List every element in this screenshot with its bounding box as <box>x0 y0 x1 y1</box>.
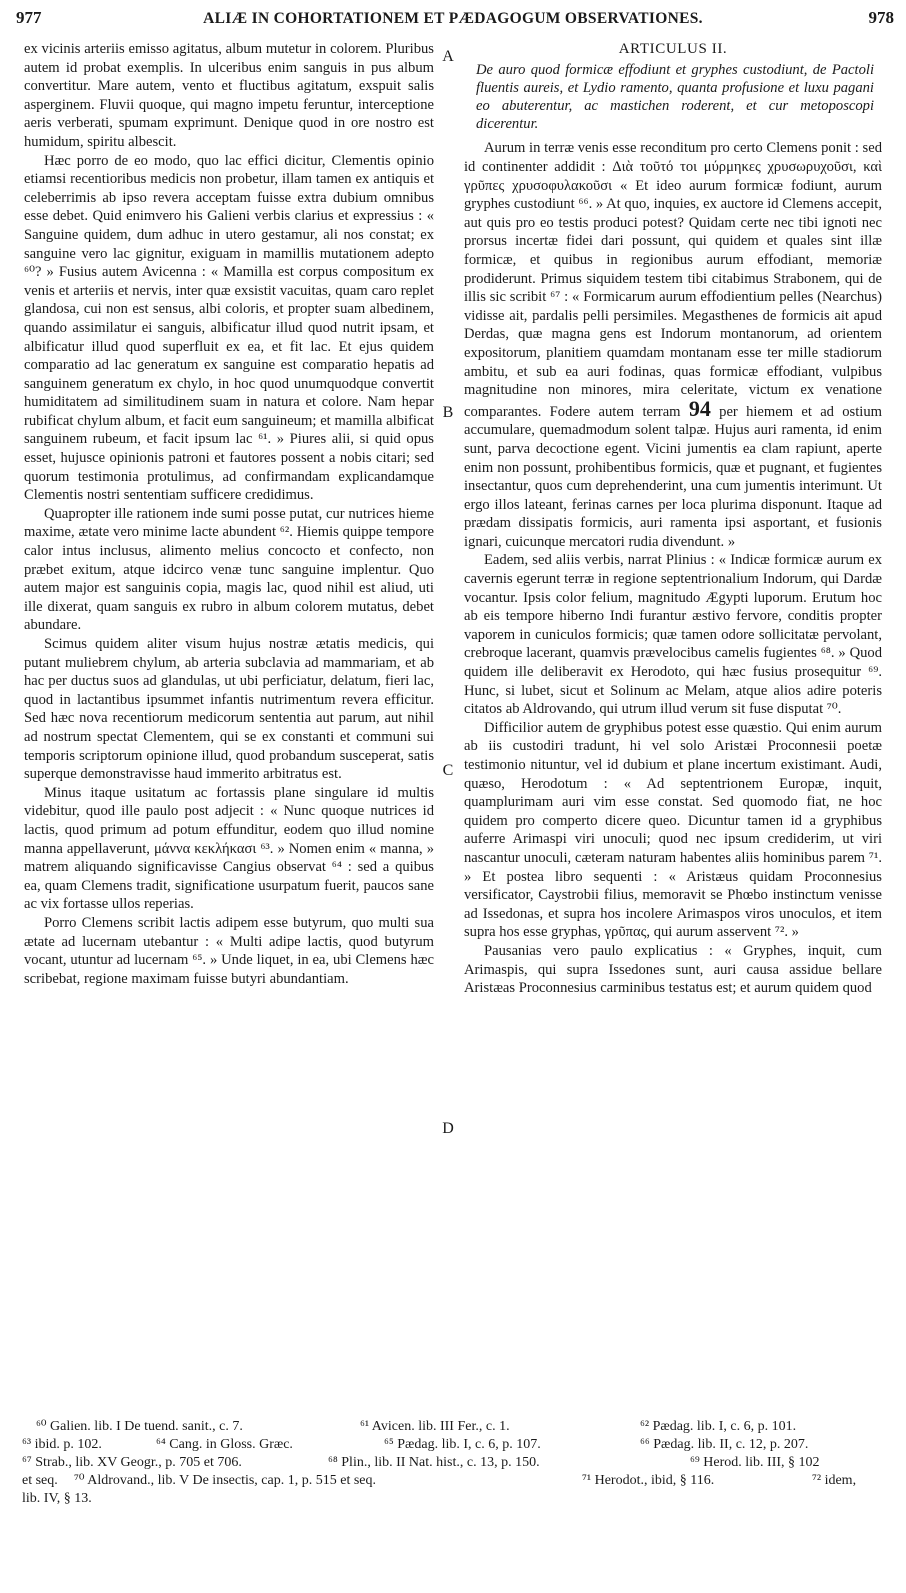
running-title: ALIÆ IN COHORTATIONEM ET PÆDAGOGUM OBSERVATIONES. <box>203 10 703 27</box>
paragraph-text: per hiemem et ad ostium accumulare, quemadmodum solent talpæ. Hujus auri ramenta, id enim sunt, parva decoctione egent. Vicini jumentis ea clam rapiunt, aperte enim non possunt, prohibentibus formicis, quæ et pugnant, et fugientes insectantur, quos cum deprehenderint, una cum jumentis interimunt. Ut ergo illos lateant, ferinas carnes per loca plurima disponunt. Itaque ad prædam dissipatis formicis, auri ramenta ipsi asportant, et fusionis ignari, cuicunque mercatori rudia divendunt. » <box>464 403 882 550</box>
paragraph: ex vicinis arteriis emisso agitatus, album mutetur in colorem. Pluribus autem id probat exemplis. In ulceribus enim sanguis in pus album convertitur. Mare autem, vento et fluctibus agitatum, exspuit salis asperginem. Fluvii quoque, qui magno impetu feruntur, interceptione aeris verberati, spumam exprimunt. Denique quod in ore nostro est humidum, spiritu albescit. <box>24 41 434 150</box>
paragraph: Porro Clemens scribit lactis adipem esse butyrum, quo multi sua ætate ad lucernam utebantur : « Multi adipe lactis, quod butyrum vocant, utuntur ad lucernam ⁶⁵. » Unde liquet, in ea, ubi Clemens hæc scribebat, regione maximam fuisse butyri abundantiam. <box>24 914 434 987</box>
page-number-left: 977 <box>16 8 42 27</box>
footnote: ⁶⁸ Plin., lib. II Nat. hist., c. 13, p. 150. <box>328 1455 540 1470</box>
footnote-row <box>22 1490 882 1508</box>
footnote: ⁷¹ Herodot., ibid, § 116. <box>582 1473 715 1488</box>
footnotes <box>22 1418 882 1508</box>
footnote: ⁶⁴ Cang. in Gloss. Græc. <box>156 1437 293 1452</box>
article-title: ARTICULUS II. <box>618 41 728 57</box>
paragraph-text: Aurum in terræ venis esse reconditum pro certo Clemens ponit : sed id continenter addidit : Διὰ τοῦτό τοι μύρμηκες χρυσωρυχοῦσι, καὶ γρῦπες χρυσοφυλακοῦσι « Et ideo aurum formicæ fodiunt, aurum gryphes custodiunt ⁶⁶. » At quo, inquies, ex auctore id Clemens accepit, aut quis pro eo testis produci potest? Quidam certe nec tibi ignoti nec prorsus incertæ fidei dari possunt, qui quidem et quales sint illæ formicæ, et quibus in regionibus aurum effodiant, memoriæ prodiderunt. Primus siquidem testem tibi citabimus Strabonem, qui de illis sic scribit ⁶⁷ : « Formicarum aurum effodientium pelles (Nearchus) vidisse ait, pardalis pelli persimiles. Megasthenes de formicis ait apud Derdas, quæ magna gens est Indorum montanorum, ad orientem expositorum, planitiem quamdam montanam esse ter mille stadiorum ambitu, et sub ea auri fodinas, quas formicæ effodiant, vulpibus magnitudine non minores, mira celeritate, victum ex venatione comparantes. Fodere autem terram <box>464 140 882 420</box>
footnote-row <box>22 1454 882 1472</box>
article-subtitle: De auro quod formicæ effodiunt et gryphes custodiunt, de Pactoli fluentis aureis, et Lydio ramento, quanta profusione et luxu pagani eo abuterentur, ac mastichen roderent, et cur metoposcopi dicerentur. <box>476 61 874 133</box>
paragraph: Pausanias vero paulo explicatius : « Gryphes, inquit, cum Arimaspis, qui supra Issedones sunt, auri causa assidue bellare Aristæas Proconnesius carminibus testatus est; et aurum quidem quod <box>464 942 882 997</box>
footnote: ⁶⁰ Galien. lib. I De tuend. sanit., c. 7. <box>36 1419 243 1434</box>
right-column <box>464 40 882 998</box>
margin-letter-b: B <box>442 404 454 421</box>
footnote: ⁶¹ Avicen. lib. III Fer., c. 1. <box>360 1419 510 1434</box>
footnote: ⁶² Pædag. lib. I, c. 6, p. 101. <box>640 1419 797 1434</box>
footnote: ⁶⁹ Herod. lib. III, § 102 <box>690 1455 820 1470</box>
footnote-row <box>22 1472 882 1490</box>
paragraph: Eadem, sed aliis verbis, narrat Plinius : « Indicæ formicæ aurum ex cavernis egerunt terræ in regione septentrionalium Indorum, qui Dardæ vocantur. Ipsis color felium, magnitudo Ægypti luporum. Erutum hoc ab eis tempore hiberno Indi furantur æstivo fervore, conditis propter vaporem in cuniculos formicis; quæ tamen odore sollicitatæ pervolant, crebroque lacerant, quamvis prævelocibus camelis fugientes ⁶⁸. » Quod quidem ille deliberavit ex Herodoto, qui hæc fusius prosequitur ⁶⁹. Hunc, si lubet, sicut et Solinum ac Melam, atque alios adire poteris citatos ab Aldrovando, qui utrum illud verum sit fuse disputat ⁷⁰. <box>464 552 882 718</box>
footnote: ⁶⁶ Pædag. lib. II, c. 12, p. 207. <box>640 1437 809 1452</box>
left-column <box>24 40 434 988</box>
footnote: et seq. <box>22 1473 58 1488</box>
paragraph: Scimus quidem aliter visum hujus nostræ ætatis medicis, qui putant muliebrem chylum, ab arteria subclavia ad mammariam, et ab hac per ductus suos ad glandulas, ut ubi perficiatur, delatum, fieri lac, quod in lactantibus ipsummet infantis nutrimentum revera efficitur. Sed hæc nova recentiorum medicorum sententia aut parum, aut nihil ad nostrum spectat Clementem, qui se ex constanti et communi sui temporis scriptorum opinione illud, quod probandum susceperat, satis superque demonstravisse haud immerito arbitratus est. <box>24 636 434 783</box>
paragraph <box>464 139 882 551</box>
footnote: ⁷² idem, <box>812 1473 857 1488</box>
margin-letter-d: D <box>442 1120 454 1137</box>
margin-letter-a: A <box>442 48 454 65</box>
footnote: lib. IV, § 13. <box>22 1491 92 1506</box>
footnote-row <box>22 1436 882 1454</box>
paragraph: Difficilior autem de gryphibus potest esse quæstio. Qui enim aurum ab iis custodiri tradunt, hi vel solo Aristæi Proconnesii poetæ testimonio nituntur, vel id dubium et plane incertum existimant. Audi, quæso, Herodotum : « Ad septentrionem Europæ, inquit, quamplurimam auri vim esse constat. Sed quomodo fiat, ne hoc quidem pro comperto dicere queo. Dicuntur tamen id a gryphibus auferre Arimaspi viri unoculi; quod nec ipsum crediderim, ut viri nascantur unoculi, cæteram naturam habentes aliis hominibus parem ⁷¹. » Et postea libro sequenti : « Aristæus quidam Proconnesius versificator, Caystrobii filius, memoravit se Phœbo instinctum venisse ad Issedonas, et supra hos incolere Arimaspos viros unoculos, et item supra hos esse gryphas, γρῦπας, qui aurum asservent ⁷². » <box>464 719 882 941</box>
page-number-right: 978 <box>868 8 894 27</box>
footnote: ⁶⁷ Strab., lib. XV Geogr., p. 705 et 706. <box>22 1455 242 1470</box>
paragraph: Quapropter ille rationem inde sumi posse putat, cur nutrices hieme maxime, ætate vero minime lacte abundent ⁶². Hiemis quippe tempore calor intus inclusus, alimento melius concocto et confecto, non præbet exitum, atque idcirco venæ tunc sanguine implentur. Quo autem major est sanguinis copia, magis lac, quod nihil est aliud, uti ille dixerat, quam sanguis ex rubro in album colorem mutatus, debet abundare. <box>24 505 434 634</box>
margin-letter-c: C <box>442 762 454 779</box>
paragraph: Hæc porro de eo modo, quo lac effici dicitur, Clementis opinio etiamsi recentioribus medicis non probetur, illam tamen ex antiquis et celeberrimis ab ipso revera acceptam fuisse extra dubium omnibus esse debet. Quid enimvero his Galieni verbis clarius et expressius : « Sanguine quidem, dum adhuc in utero gestamur, ali nos constat; ex sanguine vero lac gignitur, exiguam in mamillis mutationem adepto ⁶⁰? » Fusius autem Avicenna : « Mamilla est corpus compositum ex venis et arteriis et nervis, inter quæ exsistit vacuitas, quam caro replet glandosa, cui non est sensus, albi coloris, et propter suam albedinem, quando assimilatur ei sanguis, albificatur illud quod nutrit ipsam, et albificatur illud quod superfluit ex ea, et fit lac. Et ejus quidem comparatio ad lac generatum ex sanguine est comparatio hepatis ad sanguinem generatum ex chylo, in hoc quod unumquodque convertit humiditatem ad similitudinem suam in natura et colore. Nam hepar rubificat chylum album, et facit eum sanguineum; et mamilla albificat sanguinem rubeum, et facit ipsum lac ⁶¹. » Piures alii, si quid opus esset, hujusce opinionis patroni et fautores possent a nobis citari; sed quorum testimonia protulimus, ad confirmandam explicandamque Clementis nostri sententiam sufficere credidimus. <box>24 152 434 504</box>
footnote: ⁷⁰ Aldrovand., lib. V De insectis, cap. 1, p. 515 et seq. <box>74 1473 376 1488</box>
footnote-row <box>22 1418 882 1436</box>
running-header <box>0 8 906 38</box>
column-number: 94 <box>688 395 711 421</box>
paragraph: Minus itaque usitatum ac fortassis plane singulare id multis videbitur, quod ille paulo post adjecit : « Nunc quoque nutrices id lactis, quod primum ad potum effunditur, eodem quo illud nomine manna appellaverunt, μάννα κεκλήκασι ⁶³. » Nomen enim « manna, » matrem aliquando significavisse Cangius observat ⁶⁴ : sed a quibus ea, quam Clemens tradit, significatione usurpatum fuerit, paucos sane ac vix fortasse ullos reperias. <box>24 784 434 913</box>
footnote: ⁶³ ibid. p. 102. <box>22 1437 102 1452</box>
footnote: ⁶⁵ Pædag. lib. I, c. 6, p. 107. <box>384 1437 541 1452</box>
